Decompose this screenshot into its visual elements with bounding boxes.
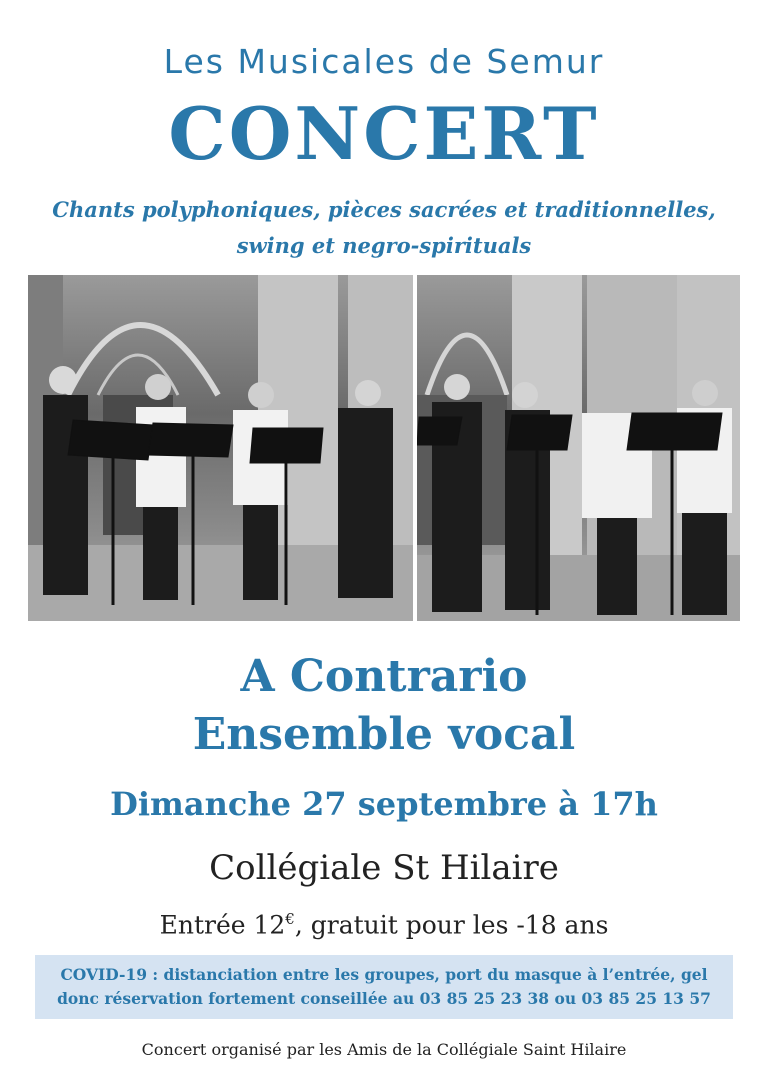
covid-notice-line-1: COVID-19 : distanciation entre les groupes, port du masque à l’entrée, gel — [60, 965, 708, 984]
photo-women-singers — [417, 275, 740, 621]
ensemble-name — [0, 648, 768, 764]
ensemble-line-1: A Contrario — [240, 651, 528, 702]
price-currency: € — [285, 910, 295, 928]
event-price — [0, 910, 768, 939]
subtitle-line-1: Chants polyphoniques, pièces sacrées et traditionnelles, — [52, 197, 716, 222]
covid-notice-line-2: donc réservation fortement conseillée au 03 85 25 23 38 ou 03 85 25 13 57 — [57, 989, 711, 1008]
ensemble-line-2: Ensemble vocal — [192, 709, 576, 760]
price-prefix: Entrée 12 — [159, 910, 286, 940]
event-venue: Collégiale St Hilaire — [209, 848, 559, 888]
organizer-credit: Concert organisé par les Amis de la Collégiale Saint Hilaire — [141, 1040, 627, 1059]
photo-men-singers — [28, 275, 413, 621]
covid-notice — [35, 955, 733, 1019]
event-date: Dimanche 27 septembre à 17h — [110, 785, 658, 823]
price-suffix: , gratuit pour les -18 ans — [294, 910, 609, 940]
series-title: Les Musicales de Semur — [163, 42, 605, 81]
printer-imprint — [744, 752, 754, 862]
concert-title: CONCERT — [168, 91, 600, 176]
program-subtitle — [0, 192, 768, 264]
subtitle-line-2: swing et negro-spirituals — [236, 233, 532, 258]
